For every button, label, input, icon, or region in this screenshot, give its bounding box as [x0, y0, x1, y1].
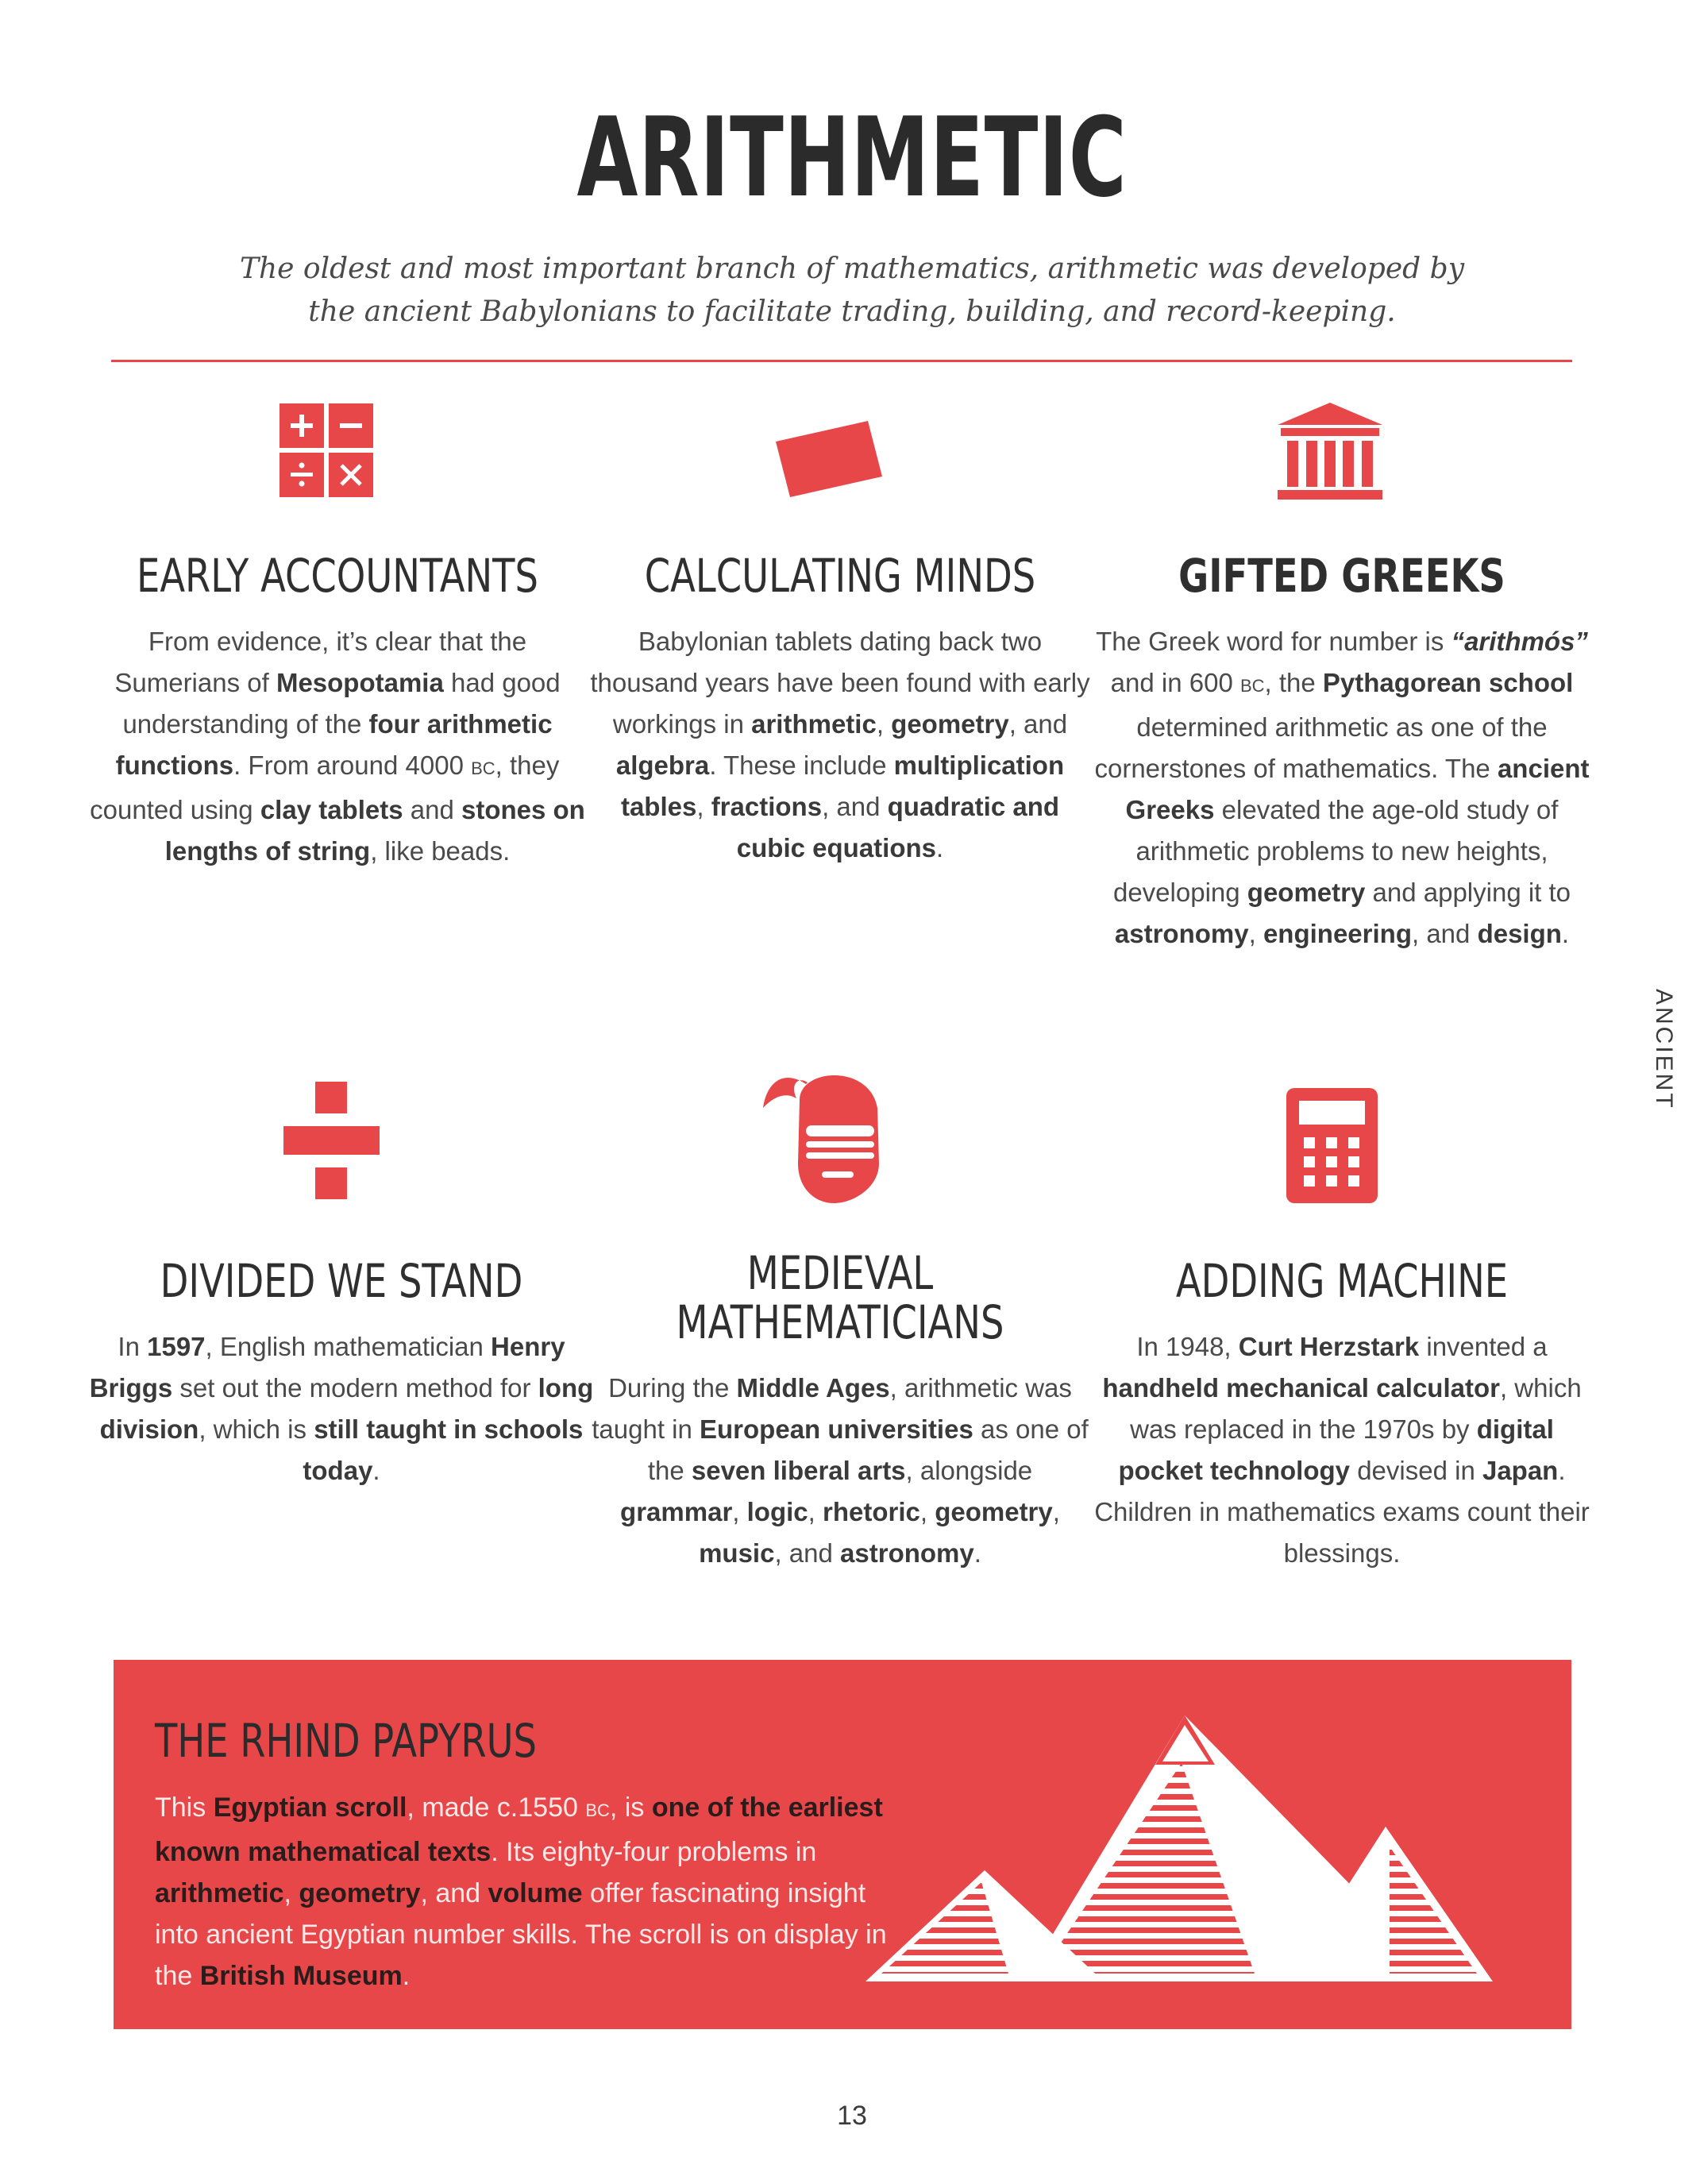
- division-sign-icon: [282, 1080, 381, 1201]
- calculator-icon: [1286, 1088, 1378, 1203]
- chapter-side-label: ANCIENT: [1651, 989, 1677, 1110]
- section-body: Babylonian tablets dating back two thousand years have been found with early workings in arithmetic, geometry, and algebra. These include multiplication tables, fractions, and quadratic and cubic equations.: [590, 627, 1090, 862]
- section-body: From evidence, it’s clear that the Sumerians of Mesopotamia had good understanding of the four arithmetic functions. From around 4000 BC, they counted using clay tablets and stones on lengths of string, like beads.: [90, 627, 585, 866]
- math-operators-icon: [280, 403, 373, 497]
- section-heading: EARLY ACCOUNTANTS: [137, 549, 538, 603]
- section-heading: DIVIDED WE STAND: [160, 1254, 523, 1308]
- section-adding-machine: [1088, 1256, 1596, 1574]
- section-body: During the Middle Ages, arithmetic was taught in European universities as one of the seven liberal arts, alongside grammar, logic, rhetoric, geometry, music, and astronomy.: [592, 1373, 1089, 1568]
- section-divided-we-stand: [87, 1256, 596, 1491]
- section-heading-line-2: MATHEMATICIANS: [676, 1295, 1004, 1349]
- intro-line-2: the ancient Babylonians to facilitate trading, building, and record-keeping.: [308, 295, 1396, 328]
- section-body: In 1597, English mathematician Henry Briggs set out the modern method for long division, which is still taught in schools today.: [89, 1332, 594, 1485]
- panel-heading: THE RHIND PAPYRUS: [155, 1714, 538, 1768]
- section-heading: [637, 1248, 1043, 1347]
- clay-tablet-icon: [774, 419, 885, 499]
- knight-helmet-icon: [758, 1052, 893, 1207]
- section-heading: CALCULATING MINDS: [644, 549, 1036, 603]
- section-calculating-minds: [586, 551, 1094, 869]
- section-gifted-greeks: [1088, 551, 1596, 955]
- section-medieval-mathematicians: [586, 1248, 1094, 1574]
- section-heading: GIFTED GREEKS: [1178, 549, 1505, 603]
- title-divider: [111, 360, 1572, 362]
- greek-temple-icon: [1274, 401, 1386, 501]
- section-body: The Greek word for number is “arithmós” and in 600 BC, the Pythagorean school determined arithmetic as one of the cornerstones of mathematics. The ancient Greeks elevated the age-old study of arithmetic problems to new heights, developing geometry and applying it to astronomy, engineering, and design.: [1094, 627, 1590, 948]
- section-early-accountants: [83, 551, 592, 872]
- section-heading: ADDING MACHINE: [1175, 1254, 1509, 1308]
- intro-line-1: The oldest and most important branch of mathematics, arithmetic was developed by: [239, 253, 1465, 285]
- page-title: ARITHMETIC: [576, 94, 1128, 222]
- section-heading-line-1: MEDIEVAL: [746, 1246, 934, 1300]
- page-number: 13: [837, 2101, 867, 2131]
- pyramids-icon: [842, 1700, 1556, 2001]
- section-body: In 1948, Curt Herzstark invented a handheld mechanical calculator, which was replaced in the 1970s by digital pocket technology devised in Japan. Children in mathematics exams count their blessings.: [1094, 1332, 1590, 1568]
- intro-text: [238, 248, 1466, 334]
- panel-body: This Egyptian scroll, made c.1550 BC, is one of the earliest known mathematical texts. Its eighty-four problems in arithmetic, geometry, and volume offer fascinating insight into ancient Egyptian number skills. The scroll is on display in the British Museum.: [155, 1792, 887, 1991]
